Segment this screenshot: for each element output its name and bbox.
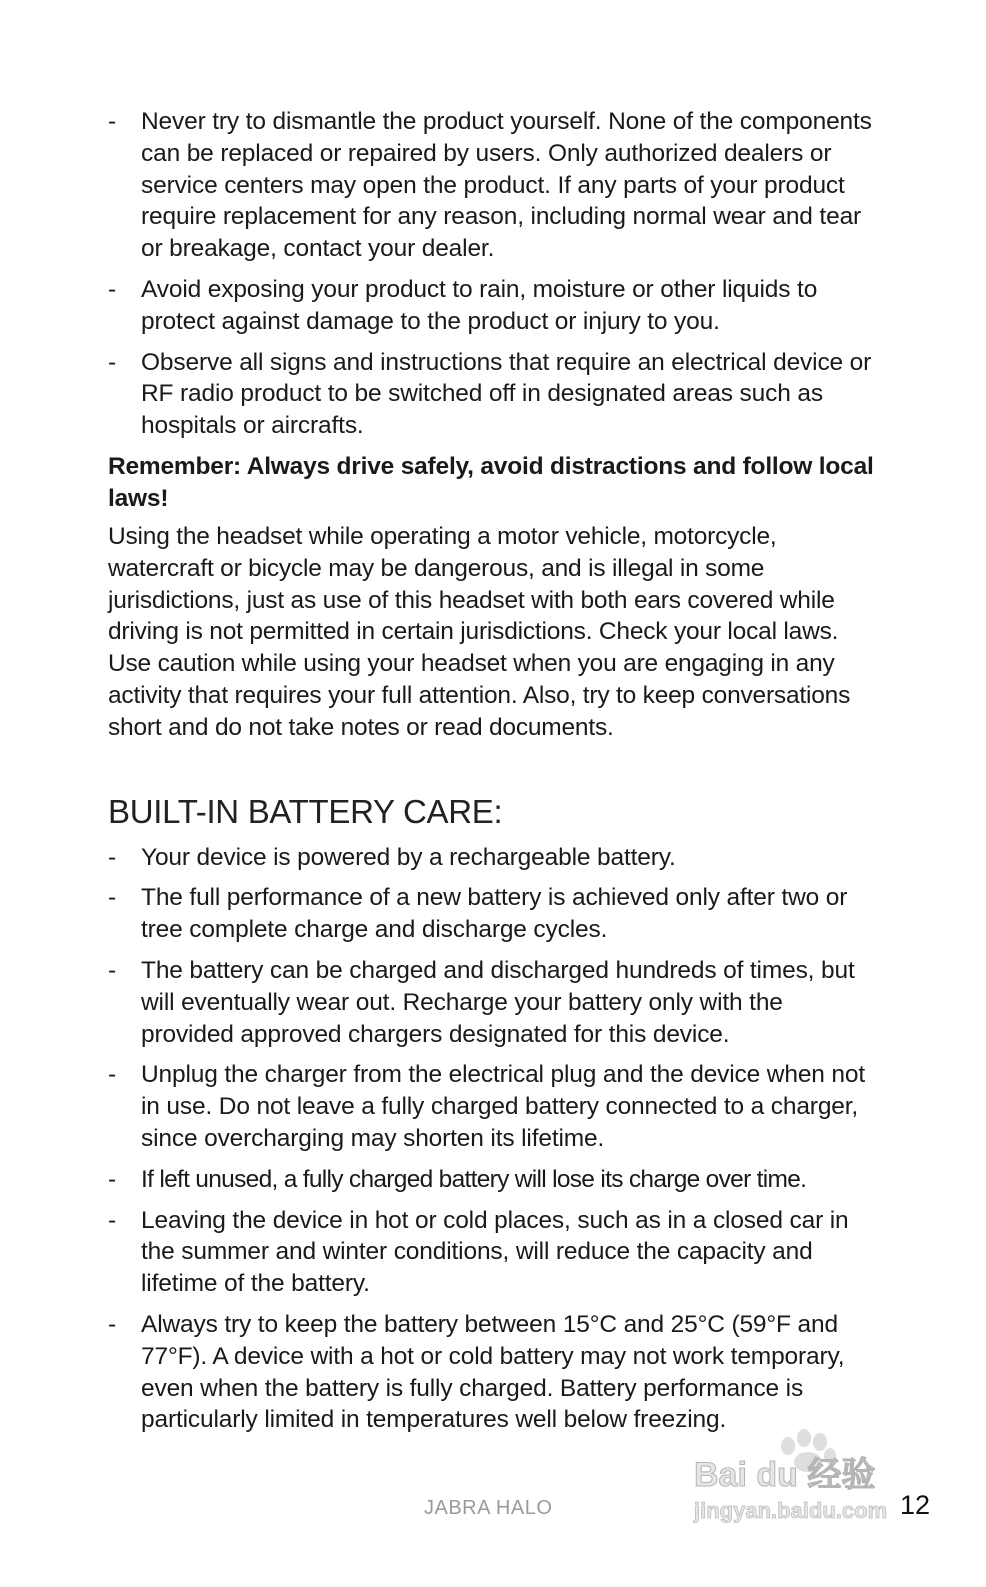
bullet-dash: - [108, 1165, 116, 1193]
list-item [108, 955, 878, 1050]
list-item-text: Your device is powered by a rechargeable battery. [141, 843, 676, 871]
bullet-dash: - [108, 1310, 117, 1338]
list-item [108, 274, 878, 338]
list-item-text: The full performance of a new battery is achieved only after two or tree complete charge and discharge cycles. [141, 884, 848, 944]
document-page [108, 106, 878, 1445]
bullet-dash: - [108, 1206, 117, 1234]
watermark-url: jingyan.baidu.com [694, 1498, 888, 1523]
list-item [108, 1309, 878, 1436]
list-item-text: If left unused, a fully charged battery will lose its charge over time. [141, 1165, 807, 1193]
safety-list [108, 106, 878, 442]
list-item-text: The battery can be charged and discharged hundreds of times, but will eventually wear out. Recharge your battery only with the provided approved chargers designated for this device. [141, 956, 855, 1048]
list-item-text: Avoid exposing your product to rain, moisture or other liquids to protect against damage to the product or injury to you. [141, 275, 818, 335]
bullet-dash: - [108, 956, 117, 984]
battery-care-list [108, 842, 878, 1437]
bullet-dash: - [108, 884, 117, 912]
list-item [108, 106, 878, 265]
list-item [108, 882, 878, 946]
list-item-text: Always try to keep the battery between 15°C and 25°C (59°F and 77°F). A device with a hot or cold battery may not work temporary, even when the battery is fully charged. Battery performance is particularly limited in temperatures well below freezing. [141, 1310, 845, 1434]
footer-brand: JABRA HALO [424, 1497, 553, 1519]
list-item [108, 1059, 878, 1154]
baidu-watermark [690, 1420, 920, 1530]
list-item-text: Observe all signs and instructions that require an electrical device or RF radio product to be switched off in designated areas such as hospitals or aircrafts. [141, 348, 872, 440]
bullet-dash: - [108, 1061, 117, 1089]
list-item [108, 842, 878, 874]
bullet-dash: - [108, 108, 117, 135]
list-item [108, 1205, 878, 1300]
page-number: 12 [900, 1490, 931, 1520]
watermark-logo: Bai du 经验 [694, 1456, 876, 1494]
list-item-text: Unplug the charger from the electrical plug and the device when not in use. Do not leave a fully charged battery connected to a charger, since overcharging may shorten its lifetime. [141, 1061, 866, 1152]
bullet-dash: - [108, 348, 117, 376]
bullet-dash: - [108, 843, 117, 871]
section-heading: BUILT-IN BATTERY CARE: [108, 792, 503, 830]
bullet-dash: - [108, 275, 117, 303]
list-item [108, 347, 878, 442]
list-item-text: Never try to dismantle the product yourself. None of the components can be replaced or repaired by users. Only authorized dealers or service centers may open the product. If any parts of your product require replacement for any reason, including normal wear and tear or breakage, contact your dealer. [141, 108, 872, 263]
warning-body: Using the headset while operating a motor vehicle, motorcycle, watercraft or bicycle may be dangerous, and is illegal in some jurisdictions, just as use of this headset with both ears covered while driving is not permitted in certain jurisdictions. Check your local laws. Use caution while using your headset when you are engaging in any activity that requires your full attention. Also, try to keep conversations short and do not take notes or read documents. [108, 522, 851, 741]
list-item-text: Leaving the device in hot or cold places, such as in a closed car in the summer and winter conditions, will reduce the capacity and lifetime of the battery. [141, 1206, 849, 1298]
warning-title: Remember: Always drive safely, avoid distractions and follow local laws! [108, 452, 874, 512]
list-item [108, 1164, 878, 1196]
